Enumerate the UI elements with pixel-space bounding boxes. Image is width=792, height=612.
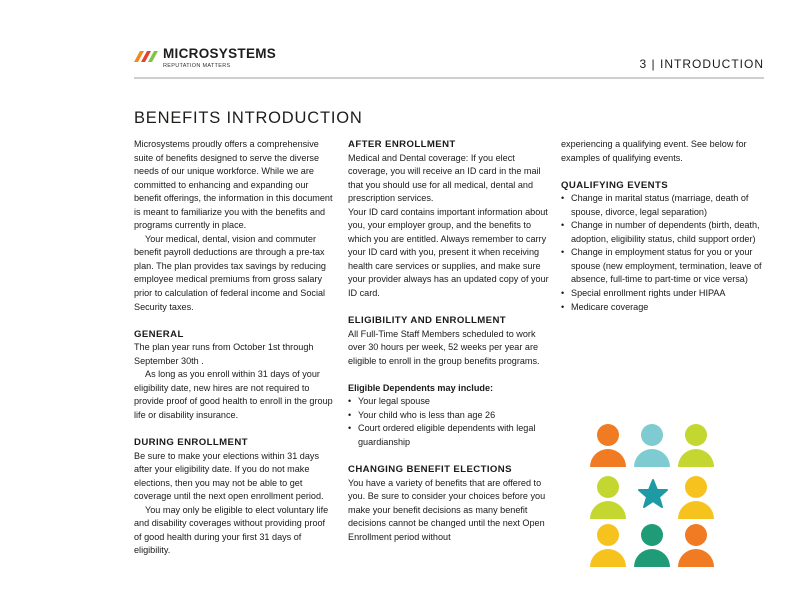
general-paragraph-2: As long as you enroll within 31 days of your eligibility date, new hires are not required to provide proof of good health to enroll in the group life or disability insurance. (134, 369, 333, 420)
during-enrollment-paragraph-2: You may only be eligible to elect voluntary life and disability coverages without providing proof of good health during your first 31 days of eligibility. (134, 504, 329, 556)
list-item: • Change in number of dependents (birth, death, adoption, eligibility status, child support order) (561, 219, 767, 246)
person-icon (588, 424, 628, 470)
list-item: • Change in marital status (marriage, death of spouse, divorce, legal separation) (561, 192, 767, 219)
page-section-label: 3 | INTRODUCTION (639, 57, 764, 71)
column-3 (561, 138, 767, 314)
people-illustration (588, 424, 718, 574)
qualifying-events-heading: QUALIFYING EVENTS (561, 179, 669, 191)
person-icon (676, 524, 716, 570)
changing-elections-paragraph: You have a variety of benefits that are offered to you. Be sure to consider your choices before you make your benefit decisions as many benefit decisions cannot be changed until the next Open Enrollment period without (348, 477, 546, 542)
list-item: • Court ordered eligible dependents with legal guardianship (348, 422, 553, 449)
eligibility-paragraph: All Full-Time Staff Members scheduled to work over 30 hours per week, 52 weeks per year are eligible to enroll in the group benefits programs. (348, 328, 540, 366)
list-item: • Special enrollment rights under HIPAA (561, 287, 767, 301)
general-paragraph-1: The plan year runs from October 1st through September 30th . (134, 342, 314, 366)
intro-paragraph-1: Microsystems proudly offers a comprehensive suite of benefits designed to serve the diverse needs of our unique workforce. While we are committed to enhancing and expanding our benefit offerings, the information in this document is meant to familiarize you with the benefits and programs currently in place. (134, 139, 333, 231)
column-2 (348, 138, 553, 544)
list-item: • Your child who is less than age 26 (348, 409, 553, 423)
list-item: • Medicare coverage (561, 301, 767, 315)
star-icon (638, 479, 668, 509)
during-enrollment-heading: DURING ENROLLMENT (134, 437, 248, 449)
brand-name: MICROSYSTEMS (163, 46, 277, 61)
changing-elections-heading: CHANGING BENEFIT ELECTIONS (348, 464, 512, 476)
person-icon (676, 424, 716, 470)
company-logo (134, 46, 277, 72)
list-item: • Change in employment status for you or your spouse (new employment, termination, leave of absence, full-time to part-time or vice versa) (561, 246, 767, 287)
list-item: • Your legal spouse (348, 395, 553, 409)
header-divider (134, 77, 764, 79)
intro-paragraph-2: Your medical, dental, vision and commuter benefit payroll deductions are through a pre-tax plan. The plan provides tax savings by reducing employee medical premiums from gross salary prior to calculation of federal income and Social Security taxes. (134, 233, 326, 312)
after-enrollment-paragraph-1: Medical and Dental coverage: If you elect coverage, you will receive an ID card in the mail that you should use for all medical, dental and prescription services. (348, 152, 541, 204)
person-icon (632, 524, 672, 570)
eligibility-heading: ELIGIBILITY AND ENROLLMENT (348, 315, 507, 327)
after-enrollment-paragraph-2: Your ID card contains important information about you, your employer group, and the benefits to which you are entitled. Always remember to carry your ID card with you, present it when receiving health care services or supplies, and make sure your provider always has an updated copy of your ID card. (348, 206, 549, 299)
person-icon (676, 476, 716, 522)
during-enrollment-paragraph-1: Be sure to make your elections within 31 days after your eligibility date. If you do not make elections, then you may not be able to get coverage until the next open enrollment period. (134, 450, 324, 502)
qualifying-events-list (561, 192, 767, 314)
microsystems-logo-icon (134, 48, 160, 62)
person-icon (632, 424, 672, 470)
page-title: BENEFITS INTRODUCTION (134, 109, 363, 127)
column-1 (134, 138, 334, 558)
general-heading: GENERAL (134, 328, 184, 340)
continued-paragraph: experiencing a qualifying event. See below for examples of qualifying events. (561, 139, 747, 163)
dependents-heading: Eligible Dependents may include: (348, 382, 494, 393)
person-icon (588, 476, 628, 522)
brand-tagline: REPUTATION MATTERS (163, 63, 231, 69)
person-icon (588, 524, 628, 570)
after-enrollment-heading: AFTER ENROLLMENT (348, 139, 456, 150)
dependents-list (348, 395, 553, 449)
